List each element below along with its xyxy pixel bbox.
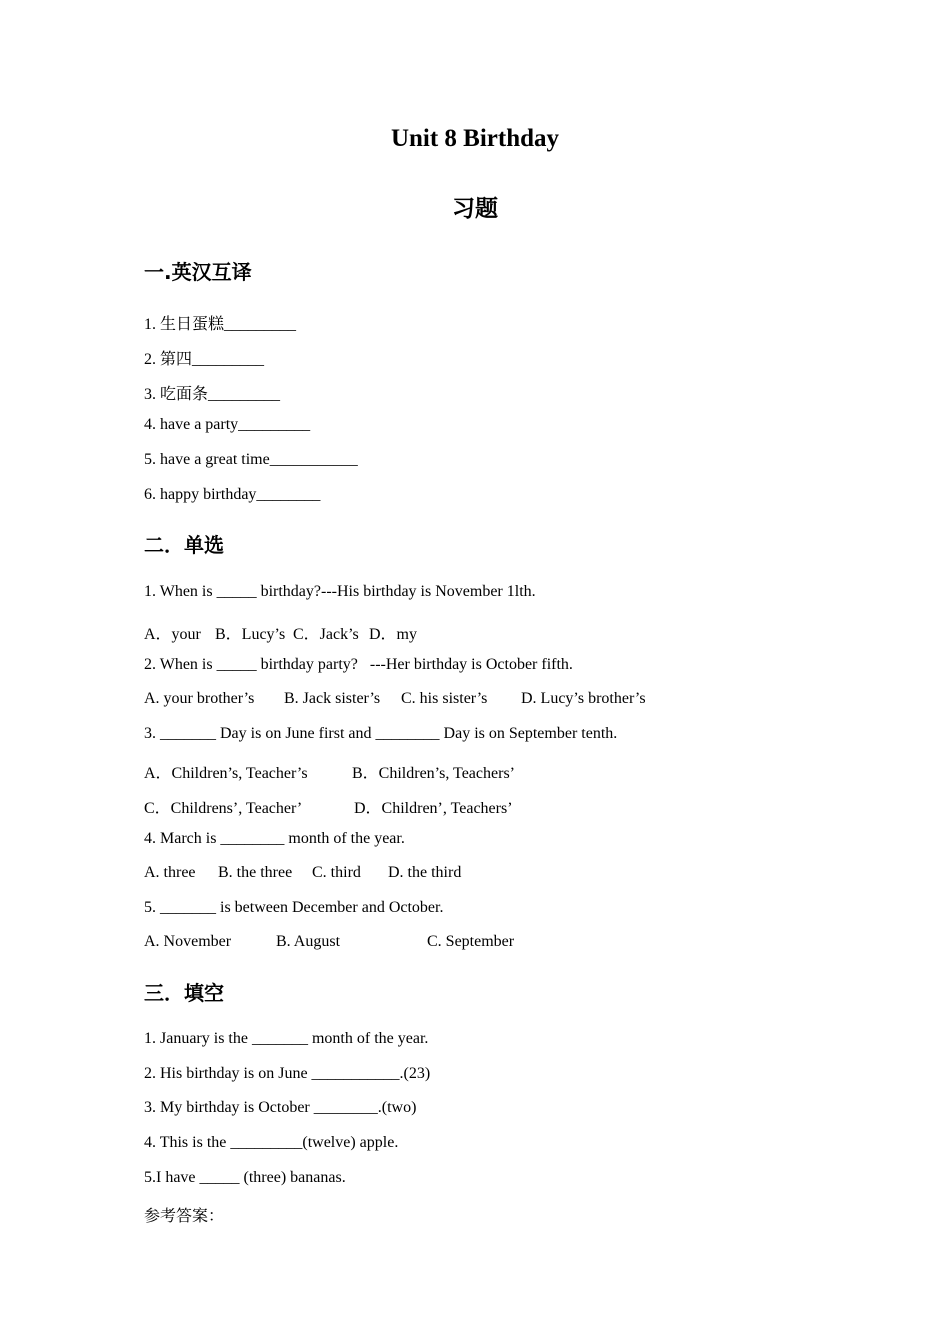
fill-item: 4. This is the _________(twelve) apple. bbox=[144, 1134, 399, 1151]
document-subtitle: 习题 bbox=[452, 196, 498, 222]
option-c: C. his sister’s bbox=[401, 690, 488, 707]
option-b: B. August bbox=[276, 933, 341, 950]
fill-item: 2. His birthday is on June ___________.(23) bbox=[144, 1065, 431, 1082]
option-a: A．Children’s, Teacher’s bbox=[144, 765, 308, 782]
translation-item: 3. 吃面条_________ bbox=[144, 386, 281, 403]
question-3: 3. _______ Day is on June first and ________ Day is on September tenth. bbox=[144, 725, 618, 742]
answer-key-label: 参考答案： bbox=[144, 1208, 225, 1225]
question-1-options bbox=[144, 621, 744, 641]
option-c: C. third bbox=[312, 864, 361, 881]
question-4-options bbox=[144, 864, 744, 884]
option-d: D. Lucy’s brother’s bbox=[521, 690, 646, 707]
question-1: 1. When is _____ birthday?---His birthday is November 1lth. bbox=[144, 583, 536, 600]
option-a: A. three bbox=[144, 864, 196, 881]
document-title: Unit 8 Birthday bbox=[390, 125, 560, 152]
question-2: 2. When is _____ birthday party? ---Her birthday is October fifth. bbox=[144, 656, 573, 673]
question-4: 4. March is ________ month of the year. bbox=[144, 830, 405, 847]
translation-item: 1. 生日蛋糕_________ bbox=[144, 316, 297, 333]
option-a: A．your bbox=[144, 626, 201, 643]
fill-item: 1. January is the _______ month of the year. bbox=[144, 1030, 429, 1047]
translation-item: 6. happy birthday________ bbox=[144, 486, 321, 503]
option-a: A. November bbox=[144, 933, 232, 950]
option-a: A. your brother’s bbox=[144, 690, 255, 707]
option-d: D．Children’, Teachers’ bbox=[354, 800, 513, 817]
option-b: B. Jack sister’s bbox=[284, 690, 381, 707]
question-2-options bbox=[144, 690, 744, 710]
option-d: D．my bbox=[369, 626, 418, 643]
question-5: 5. _______ is between December and October. bbox=[144, 899, 444, 916]
section-heading-multiple-choice: 二．单选 bbox=[144, 533, 224, 557]
option-c: C. September bbox=[427, 933, 515, 950]
option-c: C．Childrens’, Teacher’ bbox=[144, 800, 303, 817]
option-b: B. the three bbox=[218, 864, 293, 881]
section-heading-translation: 一.英汉互译 bbox=[144, 260, 252, 284]
option-c: C．Jack’s bbox=[293, 626, 359, 643]
option-d: D. the third bbox=[388, 864, 462, 881]
question-3-options-row2 bbox=[144, 795, 744, 815]
question-3-options-row1 bbox=[144, 760, 744, 780]
translation-item: 5. have a great time___________ bbox=[144, 451, 358, 468]
option-b: B．Children’s, Teachers’ bbox=[352, 765, 515, 782]
fill-item: 3. My birthday is October ________.(two) bbox=[144, 1099, 417, 1116]
option-b: B．Lucy’s bbox=[215, 626, 286, 643]
question-5-options bbox=[144, 933, 744, 953]
translation-item: 2. 第四_________ bbox=[144, 351, 265, 368]
fill-item: 5.I have _____ (three) bananas. bbox=[144, 1169, 346, 1186]
translation-item: 4. have a party_________ bbox=[144, 416, 311, 433]
section-heading-fill-blanks: 三．填空 bbox=[144, 981, 224, 1005]
